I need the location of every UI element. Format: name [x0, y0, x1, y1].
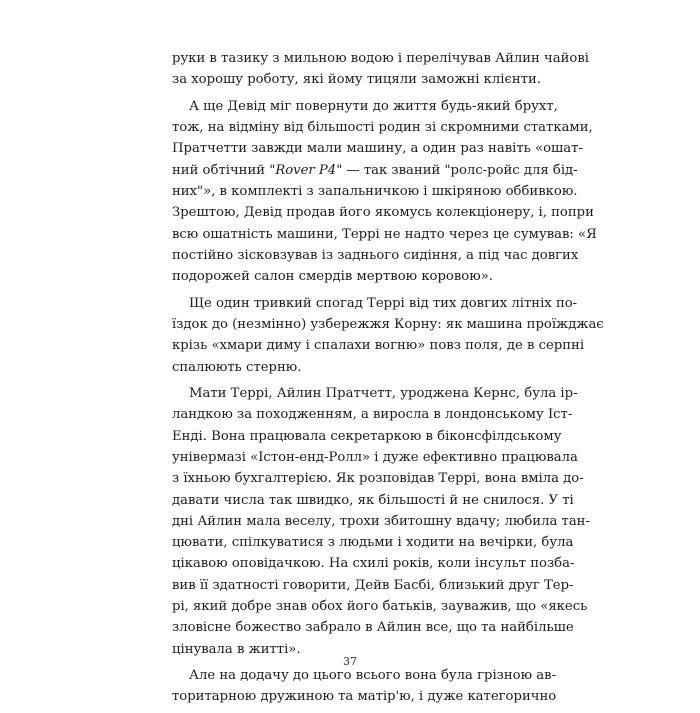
text-line: крізь «хмари диму і спалахи вогню» повз поля, де в серпні — [172, 338, 585, 354]
text-line: рі, який добре знав обох його батьків, зауважив, що «якесь — [172, 598, 588, 614]
text-line: зловісне божество забрало в Айлин все, що та найбільше — [172, 620, 574, 636]
text-line: постійно зісковзував із заднього сидіння, а під час довгих — [172, 247, 579, 263]
text-line: Зрештою, Девід продав його якомусь колекціонеру, і, попри — [172, 205, 594, 221]
paragraph — [172, 383, 590, 660]
text-line: тож, на відміну від більшості родин зі скромними статками, — [172, 120, 593, 136]
text-line: всю ошатність машини, Террі не надто через це сумував: «Я — [172, 226, 597, 242]
paragraph — [172, 665, 557, 708]
text-line: Енді. Вона працювала секретаркою в біконсфілдському — [172, 428, 562, 444]
paragraph — [172, 48, 589, 91]
text-line: них"», в комплекті з запальничкою і шкіряною оббивкою. — [172, 183, 578, 199]
text-line: Ще один тривкий спогад Террі від тих довгих літніх по- — [189, 295, 578, 311]
body-text — [172, 48, 604, 713]
page-number: 37 — [343, 655, 357, 668]
text-line: спалюють стерню. — [172, 359, 302, 375]
text-line: руки в тазику з мильною водою і перелічував Айлин чайові — [172, 51, 589, 66]
text-line: А ще Девід міг повернути до життя будь-який брухт, — [189, 98, 558, 114]
text-line: цювати, спілкуватися з людьми і ходити на вечірки, була — [172, 535, 574, 551]
text-line: Але на додачу до цього всього вона була грізною ав- — [189, 668, 557, 684]
text-line: торитарною дружиною та матір'ю, і дуже категорично — [172, 689, 557, 705]
text-line: універмазі «Істон-енд-Ролл» і дуже ефективно працювала — [172, 449, 578, 465]
text-line: дні Айлин мала веселу, трохи збитошну вдачу; любила тан- — [172, 513, 590, 529]
text-line: подорожей салон смердів мертвою коровою». — [172, 269, 493, 285]
text-line: за хорошу роботу, які йому тицяли заможні клієнти. — [172, 72, 541, 88]
text-line: вив її здатності говорити, Дейв Басбі, близький друг Тер- — [172, 577, 574, 593]
text-line: ландкою за походженням, а виросла в лондонському Іст- — [172, 407, 573, 423]
car-model-italic: Rover P4 — [275, 162, 337, 178]
text-line: Пратчетти завжди мали машину, а один раз навіть «ошат- — [172, 141, 583, 157]
text-line: Мати Террі, Айлин Пратчетт, уроджена Кернс, була ір- — [189, 386, 578, 402]
text-line: цікавою оповідачкою. На схилі років, коли інсульт позба- — [172, 556, 575, 572]
text-line: давати числа так швидко, як більшості й не снилося. У ті — [172, 492, 574, 508]
paragraph — [172, 96, 597, 288]
paragraph — [172, 293, 604, 378]
text-line: їздок до (незмінно) узбережжя Корну: як машина проїжджає — [172, 316, 604, 332]
text-line: ний обтічний "Rover P4" — так званий "ролс-ройс для бід- — [172, 162, 578, 178]
text-line: цінувала в житті». — [172, 641, 301, 657]
text-line: з їхньою бухгалтерією. Як розповідав Террі, вона вміла до- — [172, 471, 584, 487]
